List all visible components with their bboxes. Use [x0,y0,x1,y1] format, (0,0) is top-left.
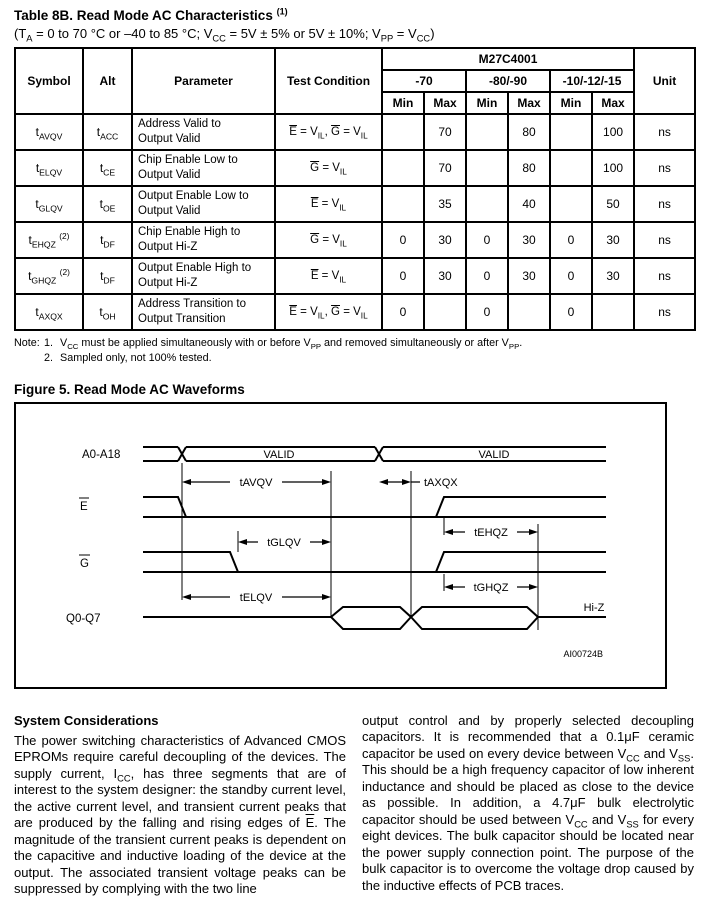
tehqz-dimension [444,527,538,539]
cell-min-80-90 [466,150,508,186]
waveform-diagram [16,404,665,687]
table-row-telqv [15,150,695,186]
cell-max-10-12-15: 50 [592,186,634,222]
col-header-max-3: Max [592,92,634,114]
cell-symbol: $t_{EHQZ}$ $^{(2)}$ [15,222,83,258]
tglqv-label: tGLQV [267,536,301,549]
cell-min-70 [382,114,424,150]
cell-alt: $t_{OE}$ [83,186,132,222]
cell-alt: $t_{ACC}$ [83,114,132,150]
cell-max-80-90: 30 [508,222,550,258]
cell-min-80-90: 0 [466,294,508,330]
cell-test-condition: $\overline{E} = V_{IL}$ [275,258,382,294]
cell-unit: ns [634,258,695,294]
cell-max-80-90: 40 [508,186,550,222]
cell-alt: $t_{OH}$ [83,294,132,330]
left-column [14,713,346,898]
cell-min-70 [382,186,424,222]
cell-parameter: Chip Enable Low to Output Valid [132,150,275,186]
cell-test-condition: $\overline{G} = V_{IL}$ [275,150,382,186]
cell-max-80-90: 80 [508,150,550,186]
cell-parameter: Output Enable Low to Output Valid [132,186,275,222]
waveform-figure [14,402,667,689]
outputs-signal-label: Q0-Q7 [66,612,101,625]
cell-min-70: 0 [382,258,424,294]
cell-symbol: $t_{ELQV}$ [15,150,83,186]
col-header-alt: Alt [83,48,132,114]
telqv-dimension [182,592,331,604]
header-row-groups [15,48,695,70]
tavqv-dimension [182,477,331,489]
tglqv-dimension [238,537,331,549]
cell-min-10-12-15: 0 [550,294,592,330]
table-row-tglqv [15,186,695,222]
cell-min-10-12-15 [550,114,592,150]
col-header-grade-10-12-15: -10/-12/-15 [550,70,634,92]
col-header-min-2: Min [466,92,508,114]
cell-max-10-12-15: 100 [592,150,634,186]
cell-test-condition: $\overline{E} = V_{IL}$, $\overline{G} = V_{IL}$ [275,294,382,330]
cell-symbol: $t_{GHQZ}$ $^{(2)}$ [15,258,83,294]
note-label: Note: [14,336,40,349]
cell-parameter: Address Transition to Output Transition [132,294,275,330]
cell-max-70: 70 [424,150,466,186]
address-signal-label: A0-A18 [82,448,121,461]
figure-reference-code: AI00724B [563,648,603,659]
cell-min-80-90: 0 [466,222,508,258]
hi-z-label: Hi-Z [583,601,605,614]
cell-alt: $t_{DF}$ [83,222,132,258]
col-header-device: M27C4001 [382,48,634,70]
cell-parameter: Output Enable High to Output Hi-Z [132,258,275,294]
cell-alt: $t_{DF}$ [83,258,132,294]
col-header-grade-70: -70 [382,70,466,92]
table-row-tghqz [15,258,695,294]
ac-characteristics-table [14,47,696,331]
cell-symbol: $t_{AXQX}$ [15,294,83,330]
table-row-tavqv [15,114,695,150]
cell-max-10-12-15: 30 [592,258,634,294]
taxqx-label: tAXQX [424,476,458,489]
cell-unit: ns [634,150,695,186]
cell-max-70: 70 [424,114,466,150]
note-number: 1. [44,336,54,349]
cell-unit: ns [634,114,695,150]
cell-symbol: $t_{GLQV}$ [15,186,83,222]
note-text: Sampled only, not 100% tested. [60,351,212,364]
cell-symbol: $t_{AVQV}$ [15,114,83,150]
chip-enable-signal-label: E [80,500,88,513]
cell-min-80-90: 0 [466,258,508,294]
cell-max-80-90: 80 [508,114,550,150]
cell-alt: $t_{CE}$ [83,150,132,186]
reference-lines [182,463,538,630]
chip-enable-waveform [143,497,606,517]
valid-label-2: VALID [478,448,510,461]
body-text-columns [14,713,694,898]
body-paragraph-right: output control and by properly selected decoupling capacitors. It is recommended that a 0.1μF ceramic capacitor be used on every device between $V_{CC}$ and $V_{SS}$. This should be a high frequency capacitor of low inherent inductance and should be placed as close to the device as possible. In addition, a 4.7μF bulk electrolytic capacitor should be used between $V_{CC}$ and $V_{SS}$ for every eight devices. The bulk capacitor should be located near the power supply connection point. The purpose of the bulk capacitor is to overcome the voltage drop caused by the inductive effects of PCB traces. [362,712,694,893]
body-paragraph-left: The power switching characteristics of Advanced CMOS EPROMs require careful decoupling of the devices. The supply current, $I_{CC}$, has three segments that are of interest to the system designer: the standby current level, the active current level, and transient current peaks that are produced by the falling and rising edges of $\overline{E}$. The magnitude of the transient current peaks is dependent on the capacitive and inductive loading of the device at the output. The associated transient voltage peaks can be suppressed by complying with the two line [14,732,347,897]
table-row-taxqx [15,294,695,330]
cell-test-condition: $\overline{G} = V_{IL}$ [275,222,382,258]
cell-test-condition: $\overline{E} = V_{IL}$ [275,186,382,222]
section-heading: System Considerations [14,712,159,728]
address-waveform [143,447,606,461]
cell-max-70 [424,294,466,330]
note-1 [14,336,694,351]
cell-unit: ns [634,186,695,222]
table-notes [14,336,694,366]
cell-max-80-90: 30 [508,258,550,294]
table-title: Table 8B. Read Mode AC Characteristics $^{(1)}$ [14,6,288,23]
cell-min-10-12-15: 0 [550,258,592,294]
cell-min-70: 0 [382,222,424,258]
col-header-max-1: Max [424,92,466,114]
outputs-waveform [143,607,606,629]
output-enable-waveform [143,552,606,572]
table-conditions: ($T_A = 0$ to 70 °C or –40 to 85 °C; $V_{CC} = 5V \pm 5\%$ or 5V ± 10%; $V_{PP} = V_{CC}$) [14,25,435,44]
col-header-test-condition: Test Condition [275,48,382,114]
col-header-symbol: Symbol [15,48,83,114]
valid-label-1: VALID [263,448,295,461]
col-header-unit: Unit [634,48,695,114]
cell-max-10-12-15: 100 [592,114,634,150]
cell-min-10-12-15: 0 [550,222,592,258]
col-header-parameter: Parameter [132,48,275,114]
note-text: $V_{CC}$ must be applied simultaneously with or before $V_{PP}$ and removed simultaneously or after $V_{PP}$. [60,336,523,351]
cell-min-10-12-15 [550,150,592,186]
cell-min-10-12-15 [550,186,592,222]
cell-parameter: Address Valid to Output Valid [132,114,275,150]
cell-max-70: 35 [424,186,466,222]
cell-unit: ns [634,294,695,330]
output-enable-signal-label: G [80,557,89,570]
figure-title: Figure 5. Read Mode AC Waveforms [14,381,245,397]
cell-min-70 [382,150,424,186]
col-header-min-3: Min [550,92,592,114]
taxqx-dimension [379,477,458,489]
tghqz-label: tGHQZ [473,581,509,594]
cell-max-70: 30 [424,222,466,258]
cell-min-70: 0 [382,294,424,330]
cell-max-10-12-15 [592,294,634,330]
table-row-tehqz [15,222,695,258]
tehqz-label: tEHQZ [474,526,508,539]
cell-max-10-12-15: 30 [592,222,634,258]
cell-unit: ns [634,222,695,258]
cell-max-70: 30 [424,258,466,294]
col-header-max-2: Max [508,92,550,114]
cell-parameter: Chip Enable High to Output Hi-Z [132,222,275,258]
cell-max-80-90 [508,294,550,330]
cell-test-condition: $\overline{E} = V_{IL}$, $\overline{G} = V_{IL}$ [275,114,382,150]
col-header-min-1: Min [382,92,424,114]
note-2 [14,351,694,366]
cell-min-80-90 [466,114,508,150]
cell-min-80-90 [466,186,508,222]
right-column [362,713,694,898]
tghqz-dimension [444,582,538,594]
col-header-grade-80-90: -80/-90 [466,70,550,92]
telqv-label: tELQV [239,591,273,604]
note-number: 2. [44,351,54,364]
tavqv-label: tAVQV [239,476,273,489]
